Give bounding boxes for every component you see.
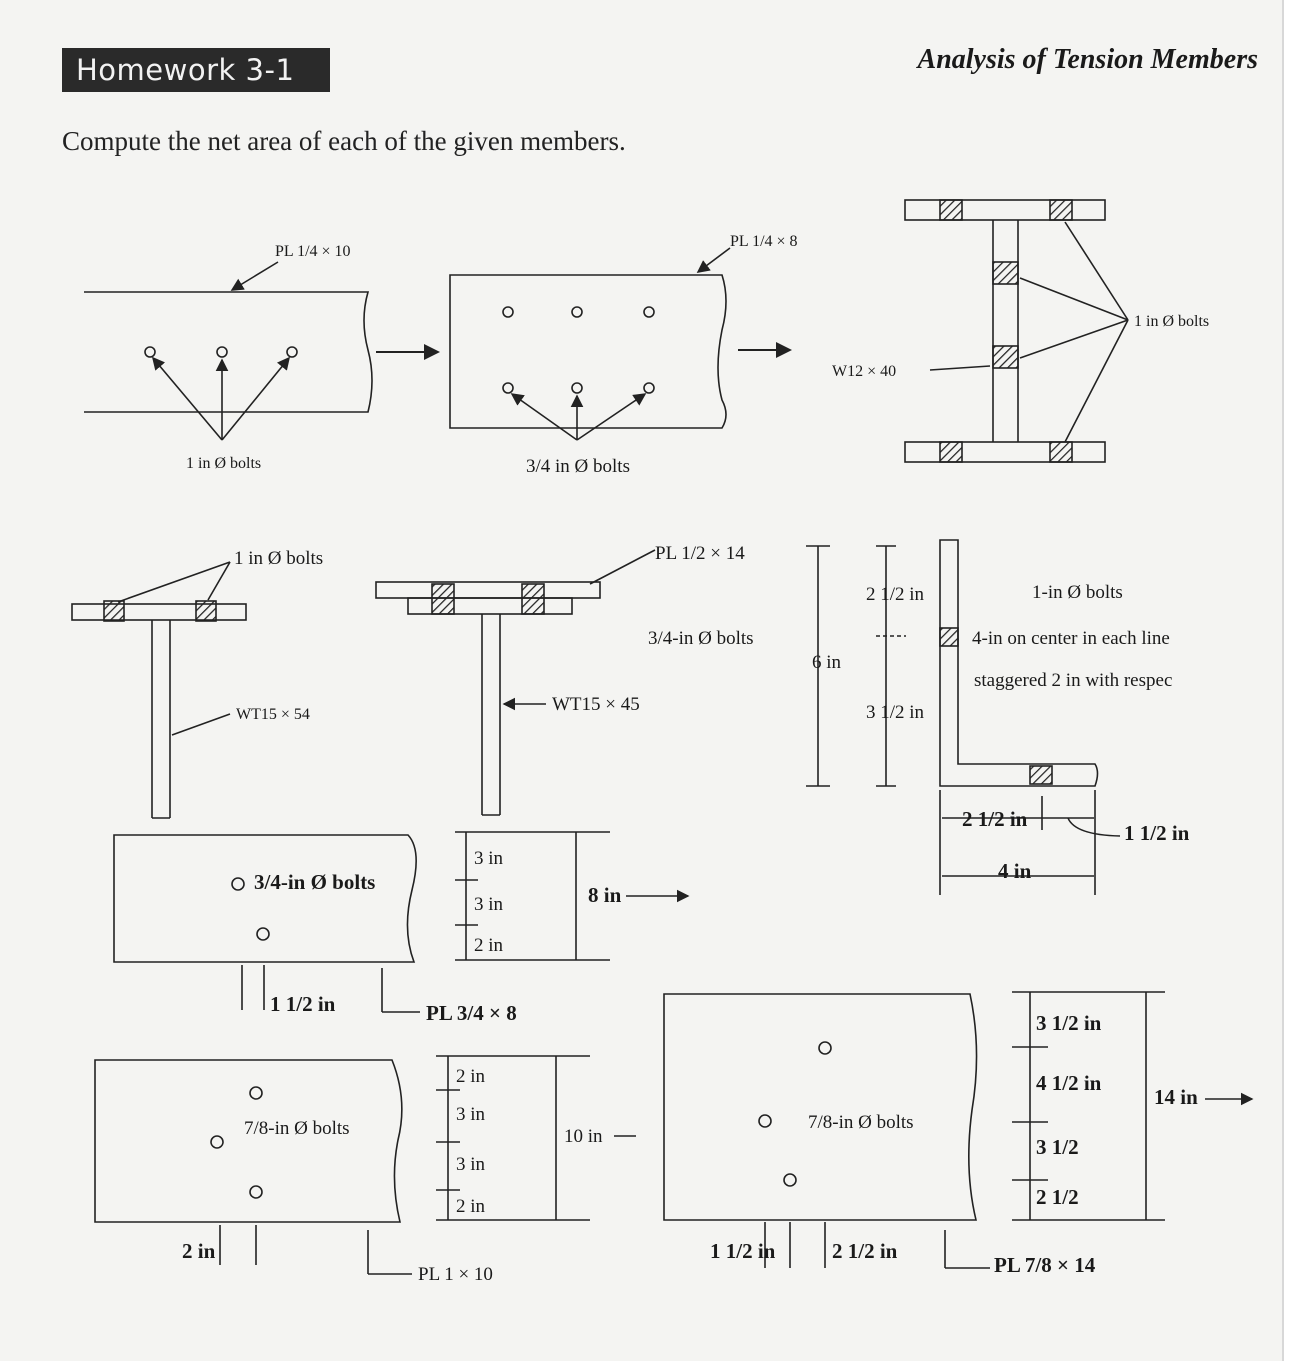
fig1-bolt: [644, 383, 654, 393]
fig1-plate-bottom-label: PL 1/4 × 8: [730, 233, 798, 250]
fig6-dim-2: 3 in: [474, 894, 504, 915]
fig6-dim-1: 3 in: [474, 848, 504, 869]
fig1-bolt: [644, 307, 654, 317]
fig4-plate-label: PL 1/2 × 14: [655, 543, 745, 564]
fig8-dim-3: 3 1/2: [1036, 1135, 1079, 1159]
fig7-dim-1: 2 in: [456, 1066, 486, 1087]
fig5-dim-bottom: 3 1/2 in: [866, 702, 925, 723]
fig1-plate-left-outline: [84, 292, 372, 412]
fig1-bolt: [217, 347, 227, 357]
fig6-plate-label: PL 3/4 × 8: [426, 1001, 517, 1025]
figure-8-plate: [664, 992, 1252, 1268]
fig5-dim-h2: 1 1/2 in: [1124, 821, 1190, 845]
fig7-dim-2: 3 in: [456, 1104, 486, 1125]
fig3-section-label: WT15 × 54: [236, 706, 310, 723]
figure-7-plate: [95, 1056, 636, 1274]
fig5-note-stagger: staggered 2 in with respec: [974, 670, 1173, 691]
fig8-dim-1: 3 1/2 in: [1036, 1011, 1102, 1035]
fig3-bolts-label: 1 in Ø bolts: [234, 548, 324, 569]
fig1-bolts-left-label: 1 in Ø bolts: [186, 455, 262, 472]
fig1-bolt: [287, 347, 297, 357]
fig5-dim-total: 6 in: [812, 652, 842, 673]
figure-3-tee-section: [72, 562, 246, 818]
figure-2-wide-flange: [905, 200, 1128, 462]
fig7-dim-3: 3 in: [456, 1154, 486, 1175]
fig1-bolt: [503, 383, 513, 393]
fig8-plate-label: PL 7/8 × 14: [994, 1253, 1096, 1277]
fig1-bolt: [145, 347, 155, 357]
homework-badge: Homework 3-1: [62, 48, 330, 92]
fig8-dim-s1: 1 1/2 in: [710, 1239, 776, 1263]
fig8-dim-s2: 2 1/2 in: [832, 1239, 898, 1263]
fig6-dim-total: 8 in: [588, 883, 622, 907]
fig5-dim-h-total: 4 in: [998, 859, 1032, 883]
fig5-dim-h1: 2 1/2 in: [962, 807, 1028, 831]
fig5-note-bolts: 1-in Ø bolts: [1032, 582, 1123, 603]
figure-1-two-plates: [84, 248, 790, 440]
fig8-dim-4: 2 1/2: [1036, 1185, 1079, 1209]
fig6-dim-stagger: 1 1/2 in: [270, 992, 336, 1016]
instruction-text: Compute the net area of each of the given members.: [62, 126, 626, 156]
fig5-note-spacing: 4-in on center in each line: [972, 628, 1170, 649]
fig6-dim-3: 2 in: [474, 935, 504, 956]
fig2-section-label: W12 × 40: [832, 363, 897, 380]
fig7-plate-label: PL 1 × 10: [418, 1264, 493, 1285]
fig6-bolts-label: 3/4-in Ø bolts: [254, 870, 376, 894]
fig4-section-label: WT15 × 45: [552, 694, 640, 715]
fig7-dim-stagger: 2 in: [182, 1239, 216, 1263]
fig1-bolt: [572, 383, 582, 393]
fig7-dim-total: 10 in: [564, 1126, 603, 1147]
fig2-bolts-label: 1 in Ø bolts: [1134, 313, 1210, 330]
fig7-bolts-label: 7/8-in Ø bolts: [244, 1118, 350, 1139]
fig8-bolts-label: 7/8-in Ø bolts: [808, 1112, 914, 1133]
figure-4-tee-with-plate: [376, 550, 655, 815]
fig1-bolts-right-label: 3/4 in Ø bolts: [526, 456, 630, 477]
figure-6-plate: [114, 832, 688, 1012]
fig7-dim-4: 2 in: [456, 1196, 486, 1217]
fig5-dim-top: 2 1/2 in: [866, 584, 925, 605]
fig8-dim-2: 4 1/2 in: [1036, 1071, 1102, 1095]
fig1-plate-top-label: PL 1/4 × 10: [275, 243, 351, 260]
fig4-bolts-label: 3/4-in Ø bolts: [648, 628, 754, 649]
fig1-bolt: [503, 307, 513, 317]
fig1-plate-right-outline: [450, 275, 726, 428]
fig8-dim-total: 14 in: [1154, 1085, 1198, 1109]
section-title: Analysis of Tension Members: [917, 44, 1258, 75]
fig1-bolt: [572, 307, 582, 317]
